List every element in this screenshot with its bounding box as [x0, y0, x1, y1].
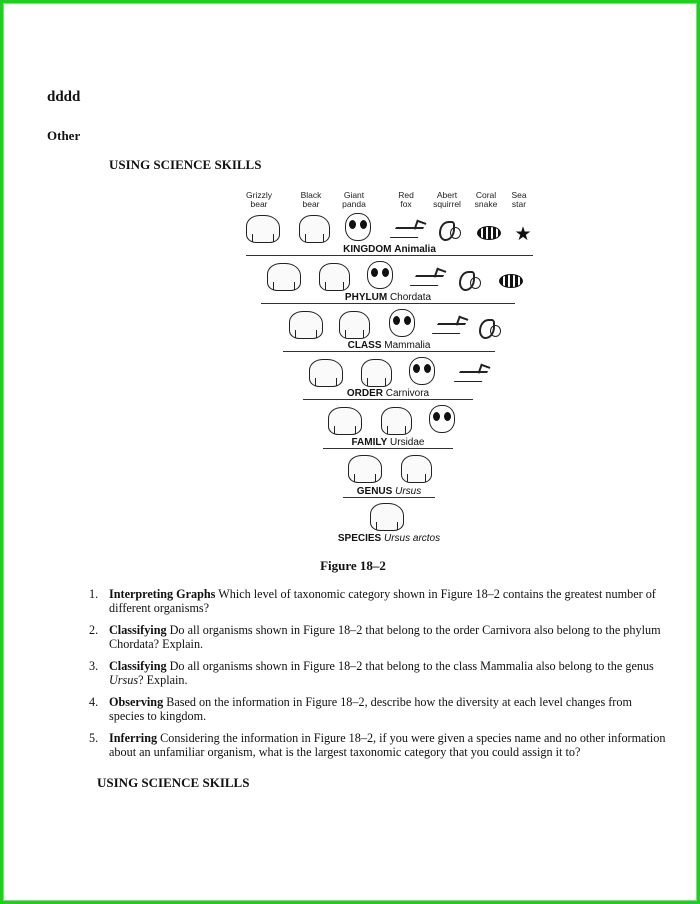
question-lead: Classifying	[109, 659, 167, 673]
red-fox-icon	[433, 315, 467, 337]
grizzly-bear-icon	[328, 407, 362, 435]
question-item	[89, 731, 669, 759]
question-lead: Interpreting Graphs	[109, 587, 216, 601]
column-label-giant-panda: Giant panda	[342, 190, 366, 209]
question-list	[89, 587, 669, 767]
giant-panda-icon	[429, 405, 455, 433]
rank-label-species: SPECIES Ursus arctos	[337, 533, 441, 544]
squirrel-icon	[479, 317, 503, 339]
black-bear-icon	[299, 215, 330, 243]
grizzly-bear-icon	[267, 263, 301, 291]
question-lead: Inferring	[109, 731, 158, 745]
question-item	[89, 587, 669, 615]
red-fox-icon	[455, 363, 489, 385]
question-text-end: ? Explain.	[138, 673, 188, 687]
column-label-coral-snake: Coral snake	[474, 190, 498, 209]
grizzly-bear-icon	[289, 311, 323, 339]
document-title: dddd	[47, 89, 81, 105]
column-label-sea-star: Sea star	[511, 190, 527, 209]
document-subtitle: Other	[47, 128, 81, 143]
question-number: 1.	[89, 587, 99, 601]
question-text: Considering the information in Figure 18–2, if you were given a species name and no other information about an unfamiliar organism, what is the largest taxonomic category that you could assign it to?	[109, 731, 666, 759]
question-lead: Observing	[109, 695, 164, 709]
giant-panda-icon	[389, 309, 415, 337]
question-number: 5.	[89, 731, 99, 745]
rank-divider	[303, 399, 473, 400]
grizzly-bear-icon	[309, 359, 343, 387]
rank-divider	[323, 448, 453, 449]
grizzly-bear-icon	[246, 215, 280, 243]
grizzly-bear-icon	[348, 455, 382, 483]
question-number: 2.	[89, 623, 99, 637]
column-label-black-bear: Black bear	[300, 190, 322, 209]
black-bear-icon	[401, 455, 432, 483]
black-bear-icon	[361, 359, 392, 387]
red-fox-icon	[411, 267, 445, 289]
red-fox-icon	[391, 219, 425, 241]
question-text: Based on the information in Figure 18–2, describe how the diversity at each level changes from species to kingdom.	[109, 695, 632, 723]
rank-divider	[246, 255, 533, 256]
squirrel-icon	[459, 269, 483, 291]
rank-label-phylum: PHYLUM Chordata	[344, 292, 432, 303]
column-label-grizzly-bear: Grizzly bear	[246, 190, 272, 209]
black-bear-icon	[319, 263, 350, 291]
rank-label-kingdom: KINGDOM Animalia	[343, 244, 436, 255]
question-text: Do all organisms shown in Figure 18–2 that belong to the order Carnivora also belong to the phylum Chordata? Explain.	[109, 623, 661, 651]
rank-label-genus: GENUS Ursus	[356, 486, 422, 497]
giant-panda-icon	[409, 357, 435, 385]
question-lead: Classifying	[109, 623, 167, 637]
coral-snake-icon	[477, 223, 501, 241]
column-label-abert-squirrel: Abert squirrel	[433, 190, 461, 209]
question-number: 4.	[89, 695, 99, 709]
sea-star-icon: ★	[514, 223, 532, 245]
giant-panda-icon	[367, 261, 393, 289]
black-bear-icon	[339, 311, 370, 339]
rank-divider	[261, 303, 515, 304]
question-text: Do all organisms shown in Figure 18–2 that belong to the class Mammalia also belong to the genus	[166, 659, 654, 673]
grizzly-bear-icon	[370, 503, 404, 531]
squirrel-icon	[439, 219, 463, 241]
black-bear-icon	[381, 407, 412, 435]
rank-label-class: CLASS Mammalia	[347, 340, 431, 351]
question-item	[89, 623, 669, 651]
question-italic-term: Ursus	[109, 673, 139, 687]
section-heading: USING SCIENCE SKILLS	[109, 157, 262, 172]
column-label-red-fox: Red fox	[398, 190, 414, 209]
question-number: 3.	[89, 659, 99, 673]
coral-snake-icon	[499, 271, 523, 289]
question-item	[89, 695, 669, 723]
question-text: Which level of taxonomic category shown in Figure 18–2 contains the greatest number of different organisms?	[109, 587, 656, 615]
rank-divider	[343, 497, 435, 498]
giant-panda-icon	[345, 213, 371, 241]
rank-label-family: FAMILY Ursidae	[351, 437, 425, 448]
figure-caption: Figure 18–2	[320, 558, 386, 573]
rank-label-order: ORDER Carnivora	[346, 388, 430, 399]
question-item	[89, 659, 669, 687]
section-heading: USING SCIENCE SKILLS	[97, 775, 250, 790]
rank-divider	[283, 351, 495, 352]
